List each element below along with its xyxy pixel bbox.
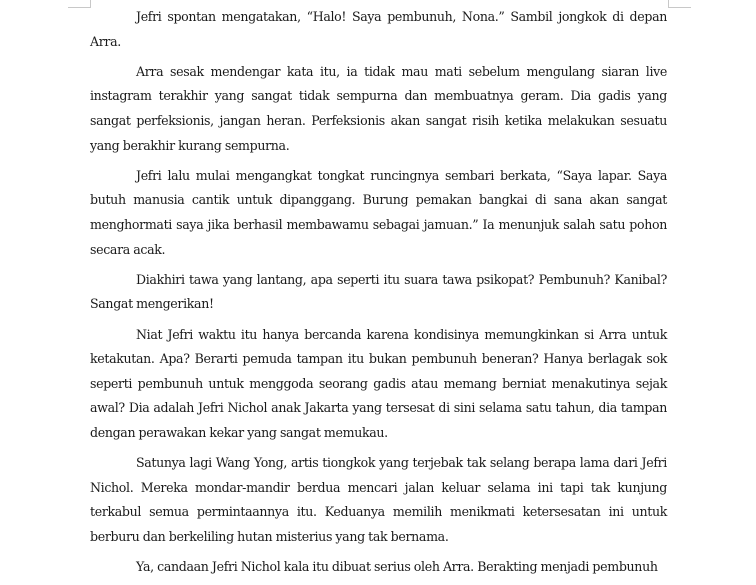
crop-mark-left: [68, 0, 91, 8]
paragraph: Diakhiri tawa yang lantang, apa seperti itu suara tawa psikopat? Pembunuh? Kanibal? Sangat mengerikan!: [90, 271, 667, 312]
paragraph: Jefri lalu mulai mengangkat tongkat runcingnya sembari berkata, “Saya lapar. Saya butuh manusia cantik untuk dipanggang. Burung pemakan bangkai di sana akan sangat menghormati saya jika berhasil membawamu sebagai jamuan.” Ia menunjuk salah satu pohon secara acak.: [90, 167, 667, 257]
paragraph: Jefri spontan mengatakan, “Halo! Saya pembunuh, Nona.” Sambil jongkok di depan Arra.: [90, 9, 667, 49]
crop-mark-right: [668, 0, 691, 8]
paragraph: Niat Jefri waktu itu hanya bercanda karena kondisinya memungkinkan si Arra untuk ketakutan. Apa? Berarti pemuda tampan itu bukan pembunuh beneran? Hanya berlagak sok seperti pembunuh untuk menggoda seorang gadis atau memang berniat menakutinya sejak awal? Dia adalah Jefri Nichol anak Jakarta yang tersesat di sini selama satu tahun, dia tampan dengan perawakan kekar yang sangat memukau.: [90, 326, 667, 440]
paragraph: Arra sesak mendengar kata itu, ia tidak mau mati sebelum mengulang siaran live instagram terakhir yang sangat tidak sempurna dan membuatnya geram. Dia gadis yang sangat perfeksionis, jangan heran. Perfeksionis akan sangat risih ketika melakukan sesuatu yang berakhir kurang sempurna.: [90, 63, 667, 153]
paragraph: Satunya lagi Wang Yong, artis tiongkok yang terjebak tak selang berapa lama dari Jefri Nichol. Mereka mondar-mandir berdua mencari jalan keluar selama ini tapi tak kunjung terkabul semua permintaannya itu. Keduanya memilih menikmati ketersesatan ini untuk berburu dan berkeliling hutan misterius yang tak bernama.: [90, 455, 667, 544]
document-body: [90, 5, 667, 585]
paragraph: Ya, candaan Jefri Nichol kala itu dibuat serius oleh Arra. Berakting menjadi pembunuh: [136, 559, 658, 575]
